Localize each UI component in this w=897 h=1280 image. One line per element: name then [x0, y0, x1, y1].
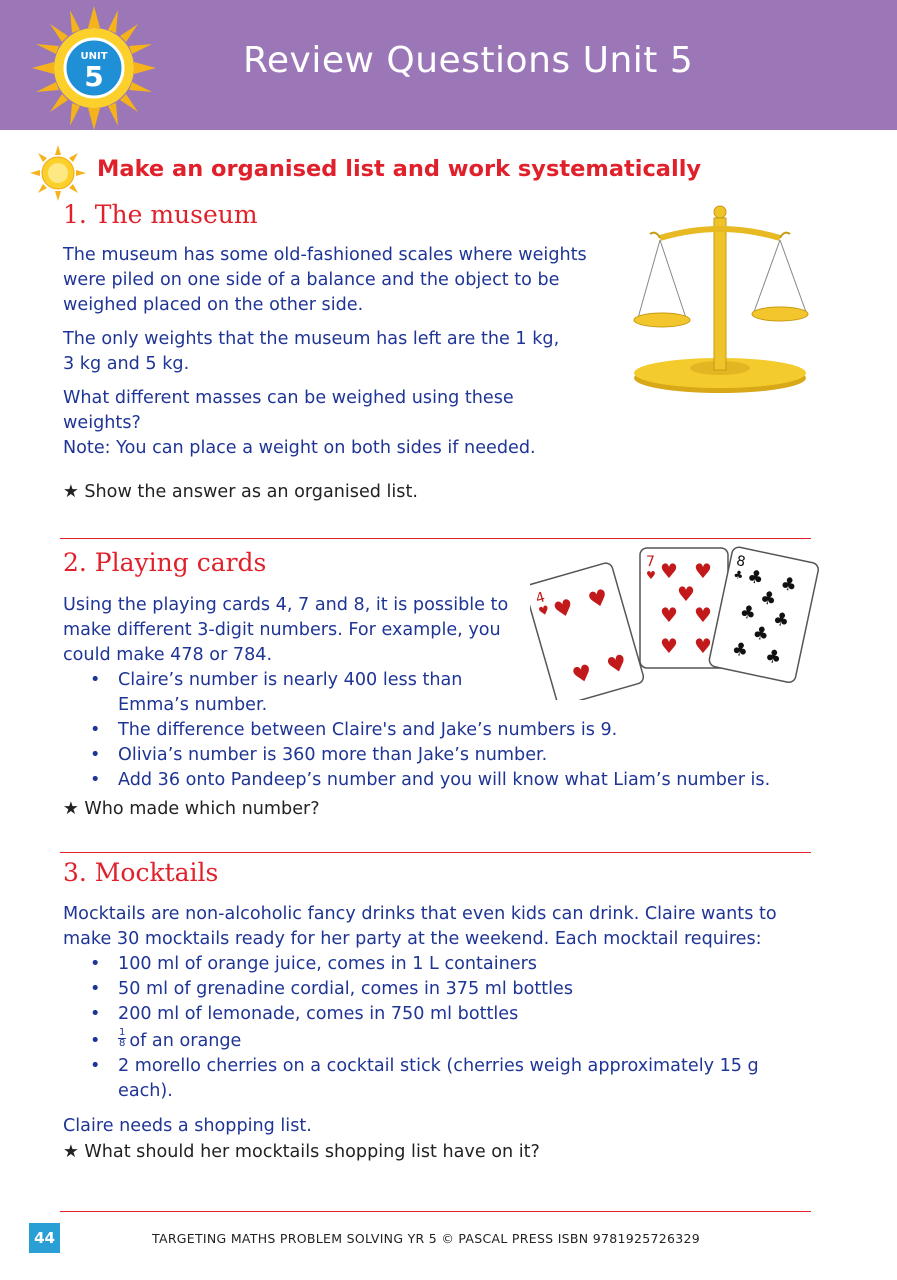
question-1-paragraph: The only weights that the museum has left are the 1 kg, 3 kg and 5 kg.: [63, 329, 560, 374]
heart-icon: ♥: [585, 585, 612, 615]
section-divider: [60, 538, 811, 539]
heart-icon: ♥: [604, 650, 631, 680]
question-1-note: Note: You can place a weight on both sides if needed.: [63, 438, 536, 458]
question-1-title: 1. The museum: [63, 200, 258, 229]
heart-icon: ♥: [660, 603, 678, 627]
question-3-title: 3. Mocktails: [63, 858, 219, 887]
club-icon: ♣: [763, 645, 784, 670]
section-divider: [60, 852, 811, 853]
heart-icon: ♥: [677, 582, 695, 606]
footer-divider: [60, 1211, 811, 1212]
page-title: Review Questions Unit 5: [243, 40, 694, 81]
list-item: • $\frac{1}{8}$ of an orange: [90, 1026, 242, 1051]
heart-icon: ♥: [569, 660, 596, 690]
card-rank: 8: [734, 553, 747, 571]
page-header: [0, 0, 897, 130]
question-3-body: [63, 902, 823, 1139]
club-icon: ♣: [758, 586, 779, 611]
question-3-task: ★ What should her mocktails shopping list have on it?: [63, 1142, 540, 1162]
sun-unit-badge-icon: [32, 6, 156, 130]
list-item: • The difference between Claire's and Jake’s numbers is 9.: [90, 720, 618, 740]
list-item: • Add 36 onto Pandeep’s number and you will know what Liam’s number is.: [90, 770, 771, 790]
club-icon: ♣: [771, 608, 792, 632]
list-item: • 50 ml of grenadine cordial, comes in 375 ml bottles: [90, 979, 574, 999]
question-2-task: ★ Who made which number?: [63, 799, 320, 819]
list-item: • 200 ml of lemonade, comes in 750 ml bottles: [90, 1004, 519, 1024]
club-icon: ♣: [750, 622, 771, 647]
list-item: • 2 morello cherries on a cocktail stick (cherries weigh approximately 15 g each).: [90, 1056, 759, 1101]
question-1-task: ★ Show the answer as an organised list.: [63, 482, 418, 502]
page-number: 44: [29, 1223, 60, 1253]
list-item: • 100 ml of orange juice, comes in 1 L containers: [90, 954, 537, 974]
list-item: • Claire’s number is nearly 400 less than Emma’s number.: [90, 670, 463, 715]
playing-cards-image: [530, 540, 820, 700]
badge-unit-label: UNIT: [80, 51, 108, 62]
club-icon: ♣: [732, 567, 745, 583]
heart-icon: ♥: [550, 594, 577, 625]
list-item: • Olivia’s number is 360 more than Jake’s number.: [90, 745, 548, 765]
question-3-followup: Claire needs a shopping list.: [63, 1116, 312, 1136]
question-1-body: [63, 243, 603, 461]
club-icon: ♣: [778, 572, 799, 597]
club-icon: ♣: [745, 565, 766, 590]
heart-icon: ♥: [646, 569, 656, 582]
question-1-paragraph: What different masses can be weighed using these weights?: [63, 388, 514, 433]
badge-unit-number: 5: [84, 60, 104, 93]
fraction: $\frac{1}{8}$: [119, 1026, 126, 1049]
section-subheading: Make an organised list and work systematically: [97, 156, 702, 182]
card-rank: 4: [533, 589, 547, 608]
club-icon: ♣: [729, 638, 751, 663]
heart-icon: ♥: [694, 603, 712, 627]
question-3-intro: Mocktails are non-alcoholic fancy drinks that even kids can drink. Claire wants to make 30 mocktails ready for her party at the weekend. Each mocktail requires:: [63, 904, 777, 949]
club-icon: ♣: [737, 600, 758, 625]
sun-icon: [30, 145, 86, 201]
balance-scales-image: [630, 200, 810, 395]
card-rank: 7: [646, 554, 655, 570]
heart-icon: ♥: [660, 634, 678, 658]
heart-icon: ♥: [536, 602, 552, 619]
heart-icon: ♥: [694, 559, 712, 583]
heart-icon: ♥: [694, 634, 712, 658]
question-2-title: 2. Playing cards: [63, 548, 267, 577]
question-1-paragraph: The museum has some old-fashioned scales where weights were piled on one side of a balance and the object to be weighed placed on the other side.: [63, 245, 587, 315]
heart-icon: ♥: [660, 559, 678, 583]
question-2-intro: Using the playing cards 4, 7 and 8, it is possible to make different 3-digit numbers. For example, you could make 478 or 784.: [63, 595, 509, 665]
footer-credit: TARGETING MATHS PROBLEM SOLVING YR 5 © PASCAL PRESS ISBN 9781925726329: [152, 1231, 701, 1246]
